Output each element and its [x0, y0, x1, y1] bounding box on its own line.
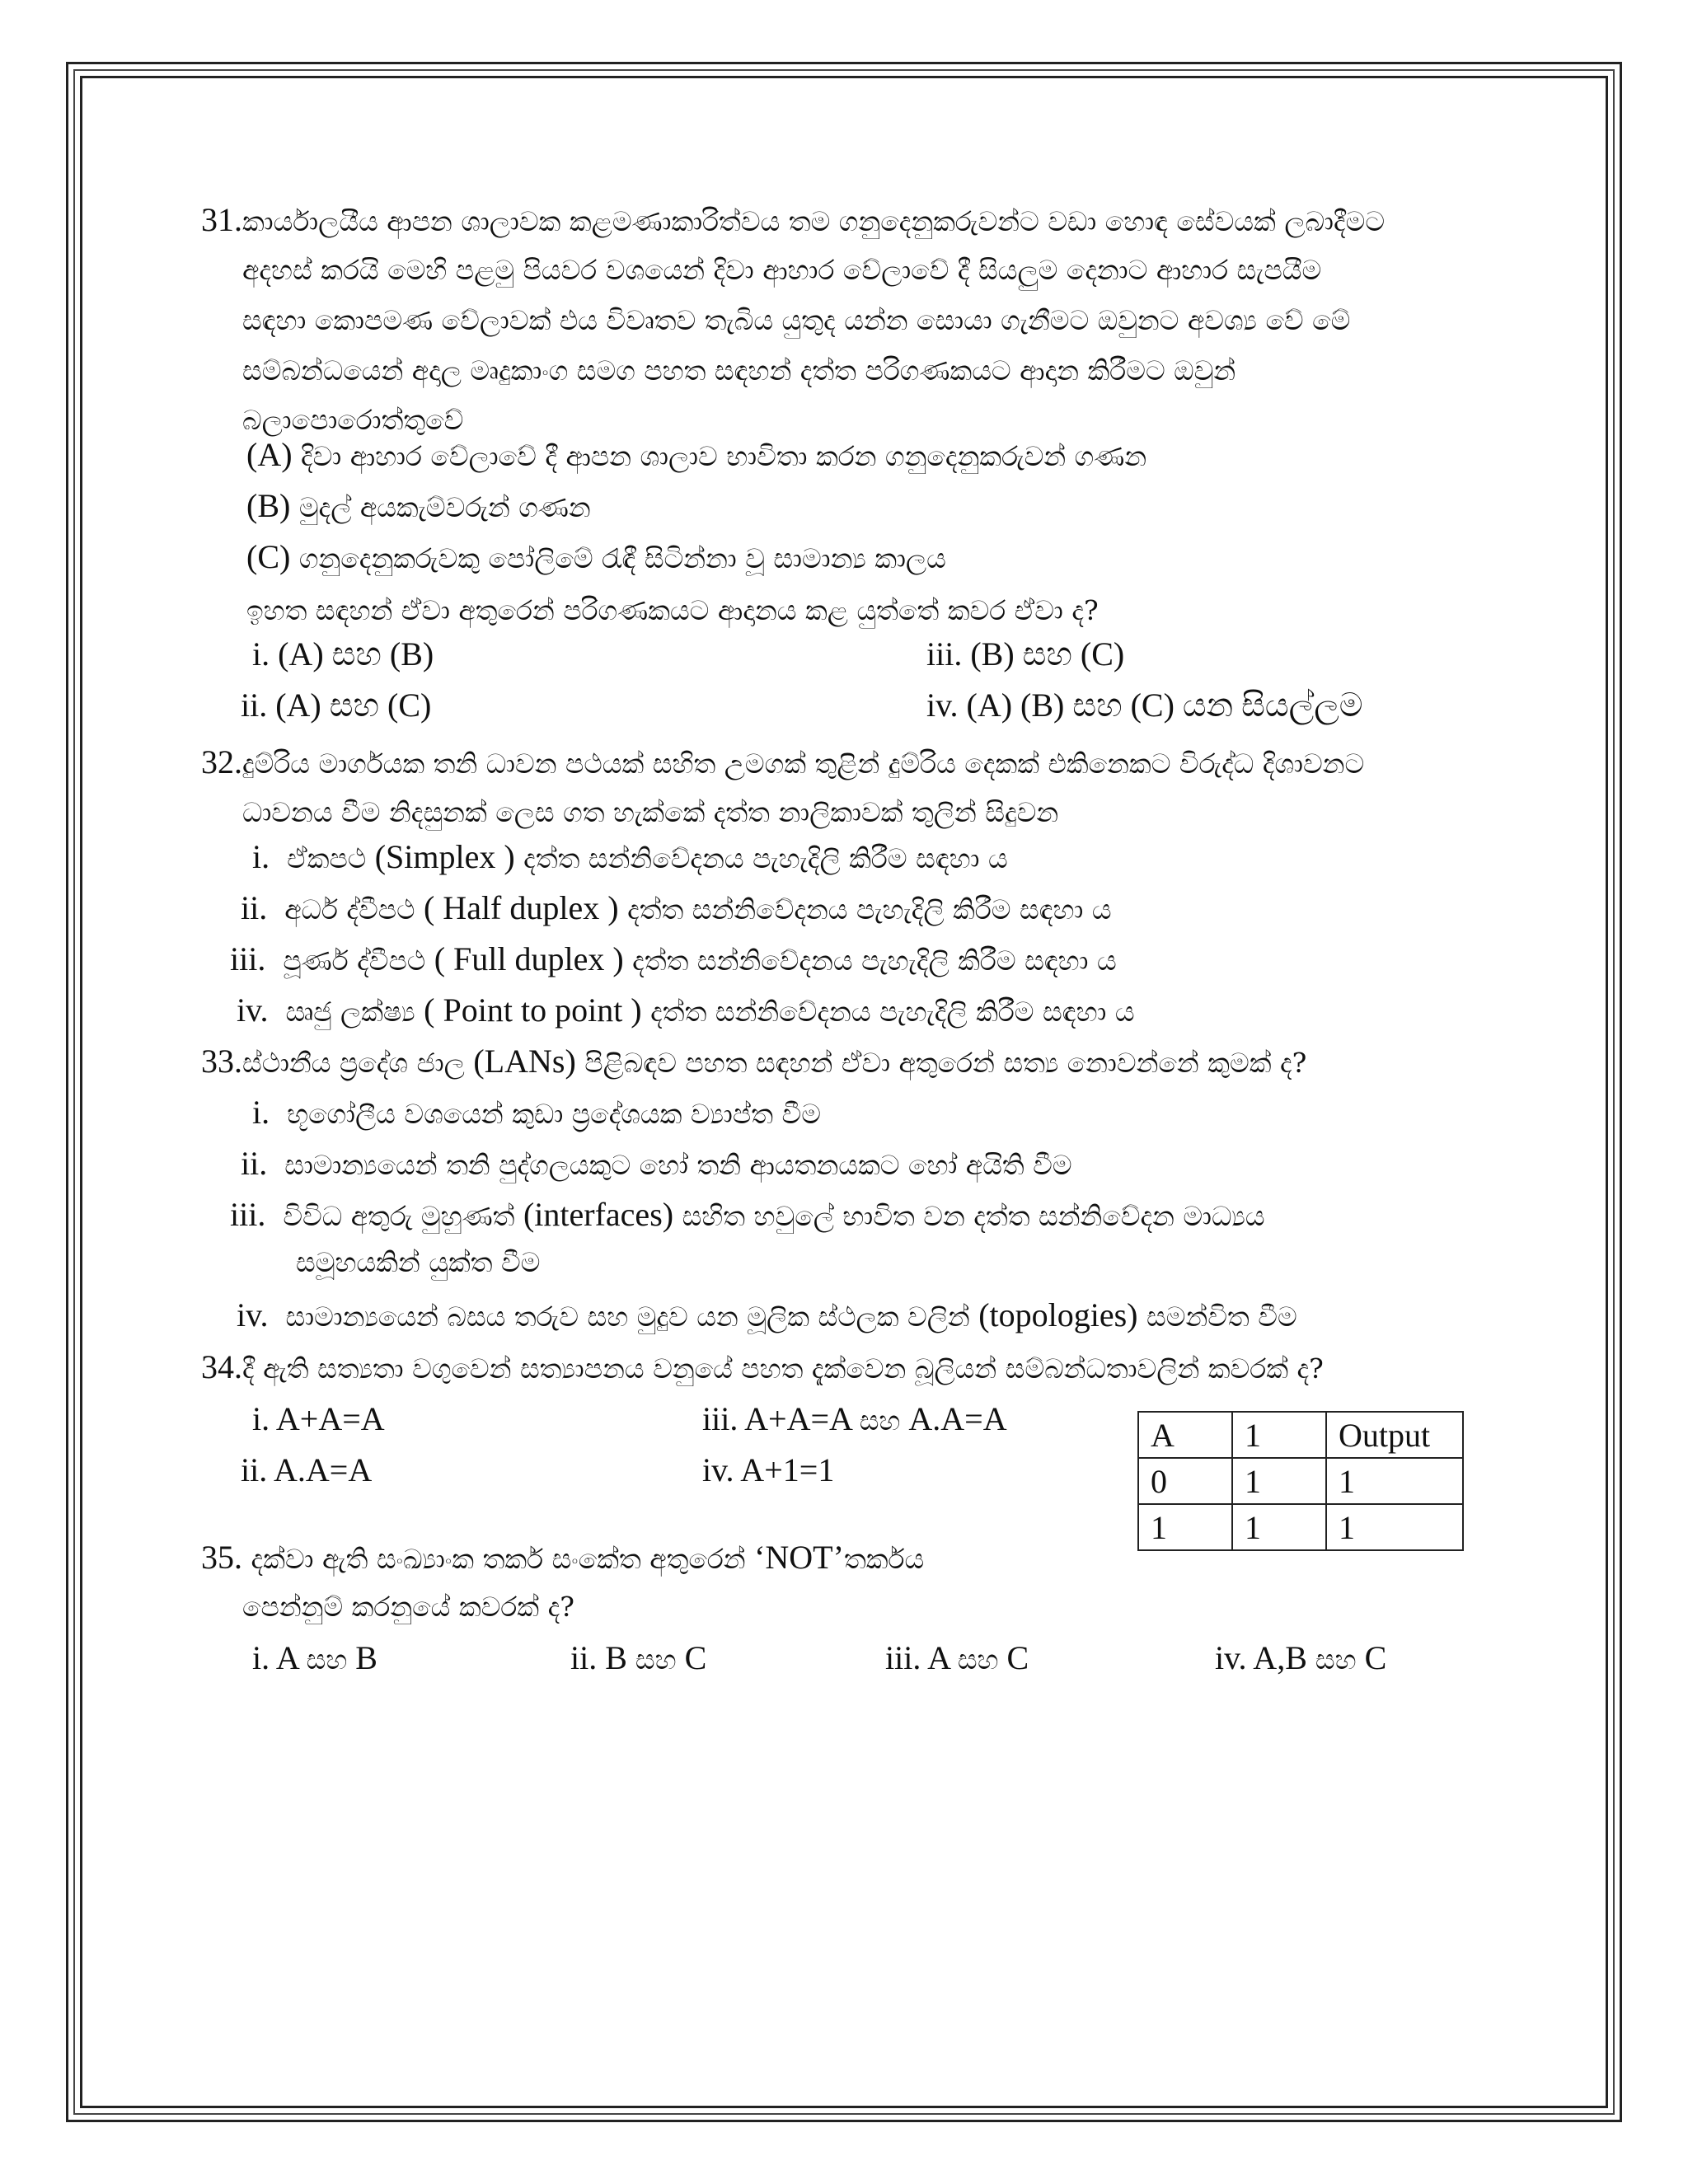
- stem-term: (LANs): [473, 1043, 576, 1080]
- table-cell: 1: [1326, 1504, 1463, 1550]
- option-text: C: [998, 1639, 1029, 1676]
- q32-option-ii[interactable]: [241, 890, 1112, 928]
- table-row: [1138, 1458, 1463, 1504]
- stem-text: පිළිබඳව පහත සඳහන් ඒවා අතුරෙන් සත්‍ය නොවන්නේ කුමක් ද?: [575, 1047, 1307, 1079]
- table-cell: 1: [1232, 1504, 1326, 1550]
- q31-item-b: [246, 488, 591, 526]
- q31-item-a: [246, 437, 1146, 475]
- q33-option-ii[interactable]: [241, 1146, 1072, 1183]
- option-text: භූගෝලීය වශයෙන් කුඩා ප්‍රදේශයක ව්‍යාප්ත වීම: [287, 1098, 821, 1130]
- option-text: i. A: [252, 1639, 307, 1676]
- option-text: සාමාන්‍යයෙන් තනි පුද්ගලයකුට හෝ තනි ආයතනයකට හෝ අයිති වීම: [284, 1149, 1072, 1181]
- option-text: C: [1356, 1639, 1387, 1676]
- option-text: දත්ත සන්නිවේදනය පැහැදිලි කිරීම සඳහා ය: [618, 893, 1112, 926]
- question-number: 32.: [201, 743, 242, 780]
- q31-option-iii[interactable]: iii. (B) සහ (C): [926, 635, 1125, 673]
- table-header-row: [1138, 1412, 1463, 1458]
- option-text: iv. A,B: [1215, 1639, 1315, 1676]
- q32-option-iii[interactable]: [230, 941, 1117, 979]
- option-text: විවිධ අතුරු මුහුණත්: [283, 1200, 523, 1232]
- q31-question: ඉහත සඳහන් ඒවා අතුරෙන් පරිගණකයට ආදානය කළ යුත්තේ කවර ඒවා ද?: [246, 594, 1099, 626]
- option-number: iii.: [230, 940, 266, 977]
- option-term: ( Full duplex ): [434, 940, 624, 977]
- q35-option-ii[interactable]: [570, 1640, 706, 1678]
- q31-line-1: [201, 202, 1385, 240]
- item-text: ගනුදෙනුකරුවකු පෝලිමේ රැඳී සිටින්නා වූ සාමාන්‍ය කාලය: [298, 542, 946, 574]
- q35-stem: [201, 1540, 924, 1577]
- q32-line-1: [201, 744, 1364, 782]
- option-number: iv.: [237, 991, 269, 1029]
- option-number: ii.: [241, 889, 268, 926]
- option-number: i.: [252, 838, 270, 875]
- item-text: මුදල් අයකැම්වරුන් ගණන: [298, 491, 591, 523]
- q31-option-i[interactable]: i. (A) සහ (B): [252, 635, 434, 673]
- option-term: (interfaces): [523, 1196, 674, 1233]
- stem-text: දී ඇති සත්‍යතා වගුවෙන් සත්‍යාපනය වනුයේ පහත දැක්වෙන බූලියන් සම්බන්ධතාවලින් කවරක් ද?: [242, 1352, 1324, 1385]
- table-cell: 0: [1138, 1458, 1232, 1504]
- q35-option-iii[interactable]: [885, 1640, 1029, 1678]
- item-label: (B): [246, 487, 291, 524]
- option-text: සහ: [635, 1643, 677, 1675]
- item-label: (C): [246, 538, 291, 575]
- q31-stem-text: කාර්යාලයීය ආපන ශාලාවක කළමණාකාරිත්වය තම ගනුදෙනුකරුවන්ට වඩා හොඳ සේවයක් ලබාදීමට: [242, 205, 1386, 237]
- option-term: ( Point to point ): [424, 991, 642, 1029]
- q31-option-ii[interactable]: ii. (A) සහ (C): [241, 687, 432, 724]
- q31-line-5: බලාපොරොත්තුවේ: [242, 404, 464, 436]
- q31-option-iv[interactable]: iv. (A) (B) සහ (C) යන සියල්ලම: [926, 687, 1363, 724]
- option-text: අර්ධ ද්වීපථ: [284, 893, 424, 926]
- question-number: 33.: [201, 1043, 242, 1080]
- item-text: දිවා ආහාර වේලාවේ දී ආපන ශාලාව භාවිතා කරන ගනුදෙනුකරුවන් ගණන: [301, 440, 1147, 472]
- stem-text: තර්කය: [843, 1543, 925, 1575]
- q34-option-ii[interactable]: ii. A.A=A: [241, 1451, 373, 1488]
- q31-line-4: සම්බන්ධයෙන් අදාල මෘදුකාංග සමග පහත සඳහන් දත්ත පරිගණකයට ආදාන කිරීමට ඔවුන්: [242, 354, 1236, 387]
- stem-term: ‘NOT’: [754, 1539, 844, 1576]
- table-cell: 1: [1138, 1504, 1232, 1550]
- q33-option-iv[interactable]: [237, 1297, 1297, 1335]
- q32-line-2: ධාවනය වීම නිදසුනක් ලෙස ගත හැක්කේ දත්ත නාලිකාවක් තුලින් සිදුවන: [242, 796, 1059, 828]
- option-text: iii. A: [885, 1639, 958, 1676]
- option-number: i.: [252, 1094, 270, 1131]
- stem-text: ස්ථානීය ප්‍රදේශ ජාල: [242, 1047, 474, 1079]
- q32-stem-text: දුම්රිය මාර්ගයක තනි ධාවන පථයක් සහිත උමගක් තුළින් දුම්රිය දෙකක් එකිනෙකට විරුද්ධ දිශාවනට: [242, 748, 1365, 780]
- table-row: [1138, 1504, 1463, 1550]
- table-header-cell: A: [1138, 1412, 1232, 1458]
- option-text: සහ: [957, 1643, 999, 1675]
- q33-option-iii[interactable]: [230, 1197, 1265, 1235]
- question-number: 31.: [201, 201, 242, 238]
- item-label: (A): [246, 436, 293, 473]
- option-term: ( Half duplex ): [423, 889, 619, 926]
- option-text: ඒකපථ: [287, 842, 375, 874]
- option-number: iv.: [237, 1296, 269, 1333]
- option-text: දත්ත සන්නිවේදනය පැහැදිලි කිරීම සඳහා ය: [641, 996, 1135, 1028]
- option-number: ii.: [241, 1145, 268, 1182]
- q33-stem: [201, 1043, 1306, 1081]
- option-text: ii. B: [570, 1639, 635, 1676]
- q31-item-c: [246, 539, 946, 577]
- option-text: ඍජු ලක්ෂ්‍ය: [285, 996, 424, 1028]
- q32-option-iv[interactable]: [237, 992, 1135, 1030]
- option-term: (topologies): [978, 1296, 1138, 1333]
- table-cell: 1: [1326, 1458, 1463, 1504]
- truth-table: [1137, 1411, 1464, 1551]
- question-number: 34.: [201, 1348, 242, 1385]
- option-text: පූර්ණ ද්වීපථ: [283, 944, 434, 977]
- option-text: සහිත හවුලේ භාවිත වන දත්ත සන්නිවේදන මාධ්‍යය: [673, 1200, 1265, 1232]
- option-number: iii.: [230, 1196, 266, 1233]
- option-text: iii. A+A=A: [702, 1400, 860, 1437]
- q34-option-i[interactable]: i. A+A=A: [252, 1400, 385, 1437]
- option-text: සහ: [859, 1404, 901, 1436]
- option-term: (Simplex ): [374, 838, 515, 875]
- q33-option-i[interactable]: [252, 1094, 821, 1132]
- table-header-cell: Output: [1326, 1412, 1463, 1458]
- option-text: සහ: [1315, 1643, 1357, 1675]
- option-text: සාමාන්‍යයෙන් බසය තරුව සහ මුදුව යන මූලික ස්ථලක වලින්: [285, 1301, 979, 1333]
- q35-option-iv[interactable]: [1215, 1640, 1386, 1678]
- q33-option-iii-line-2: සමූහයකින් යුක්ත වීම: [296, 1246, 541, 1278]
- q34-option-iv[interactable]: iv. A+1=1: [702, 1451, 835, 1488]
- q31-line-3: සඳහා කොපමණ වේලාවක් එය විවෘතව තැබිය යුතුද යන්න සොයා ගැනීමට ඔවුනට අවශ්‍ය වේ මේ: [242, 304, 1351, 336]
- option-text: සමන්විත වීම: [1137, 1301, 1297, 1333]
- q35-option-i[interactable]: [252, 1640, 377, 1678]
- q34-option-iii[interactable]: [702, 1401, 1007, 1439]
- table-header-cell: 1: [1232, 1412, 1326, 1458]
- q35-line-2: පෙන්නුම් කරනුයේ කවරක් ද?: [242, 1591, 574, 1623]
- option-text: B: [347, 1639, 377, 1676]
- table-cell: 1: [1232, 1458, 1326, 1504]
- option-text: C: [676, 1639, 707, 1676]
- q31-line-2: අදහස් කරයි මෙහි පළමු පියවර වශයෙන් දිවා ආහාර වේලාවේ දී සියලුම දෙනාට ආහාර සැපයීම: [242, 254, 1322, 286]
- option-text: දත්ත සන්නිවේදනය පැහැදිලි කිරීම සඳහා ය: [514, 842, 1008, 874]
- q34-stem: [201, 1349, 1324, 1387]
- question-number: 35.: [201, 1539, 242, 1576]
- q32-option-i[interactable]: [252, 839, 1008, 877]
- option-text: A.A=A: [900, 1400, 1007, 1437]
- stem-text: දක්වා ඇති සංඛ්‍යාංක තර්ක සංකේත අතුරෙන්: [242, 1543, 755, 1575]
- option-text: සහ: [306, 1643, 348, 1675]
- option-text: දත්ත සන්නිවේදනය පැහැදිලි කිරීම සඳහා ය: [623, 944, 1117, 977]
